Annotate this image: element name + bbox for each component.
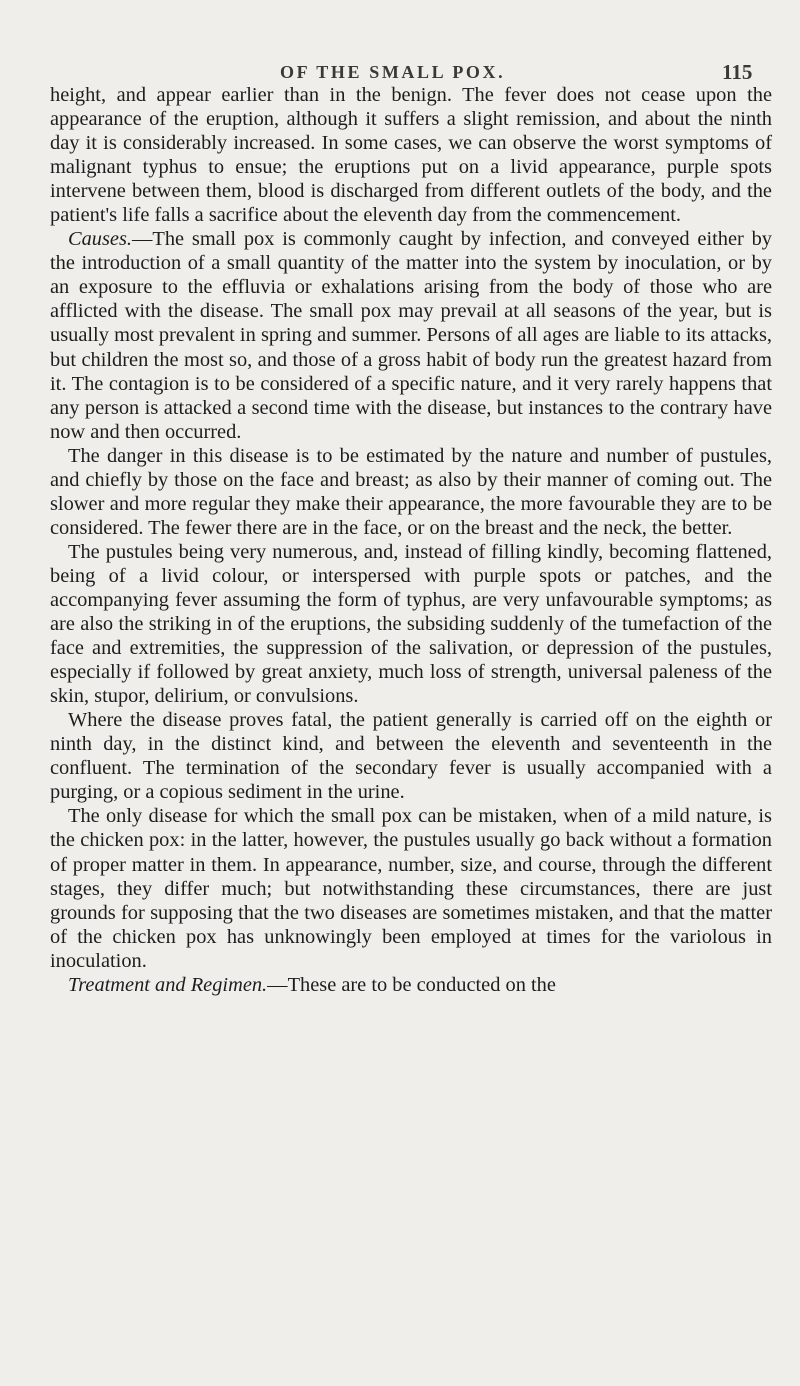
paragraph-danger [50, 444, 772, 540]
paragraph-pustules [50, 540, 772, 708]
paragraph-causes [50, 227, 772, 443]
paragraph-treatment [50, 973, 772, 997]
paragraph-text: The danger in this disease is to be estimated by the nature and number of pustules, and chiefly by those on the face and breast; as also by their manner of coming out. The slower and more regular they make their appearance, the more favourable they are to be considered. The fewer there are in the face, or on the breast and the neck, the better. [50, 444, 772, 539]
paragraph-text: —The small pox is commonly caught by infection, and conveyed either by the introduction of a small quantity of the matter into the system by inoculation, or by an exposure to the effluvia or exhalations arising from the body of those who are afflicted with the disease. The small pox may prevail at all seasons of the year, but is usually most prevalent in spring and summer. Persons of all ages are liable to its attacks, but children the most so, and those of a gross habit of body run the greatest hazard from it. The contagion is to be considered of a specific nature, and it very rarely happens that any person is attacked a second time with the disease, but instances to the contrary have now and then occurred. [50, 228, 772, 443]
paragraph-text: The pustules being very numerous, and, instead of filling kindly, becoming flattened, being of a livid colour, or interspersed with purple spots or patches, and the accompanying fever assuming the form of typhus, are very unfavourable symptoms; as are also the striking in of the eruptions, the subsiding suddenly of the tumefaction of the face and extremities, the suppression of the salivation, or depression of the pustules, especially if followed by great anxiety, much loss of strength, universal paleness of the skin, stupor, delirium, or convulsions. [50, 540, 772, 708]
page-number: 115 [722, 60, 753, 84]
running-title: OF THE SMALL POX. [280, 62, 506, 82]
section-heading-causes: Causes. [68, 228, 133, 251]
paragraph-text: Where the disease proves fatal, the patient generally is carried off on the eighth or ninth day, in the distinct kind, and between the eleventh and seventeenth in the confluent. The termination of the secondary fever is usually accompanied with a purging, or a copious sediment in the urine. [50, 709, 772, 804]
paragraph-text: height, and appear earlier than in the benign. The fever does not cease upon the appearance of the eruption, although it suffers a slight remission, and about the ninth day it is considerably increased. In some cases, we can observe the worst symptoms of malignant typhus to ensue; the eruptions put on a livid appearance, purple spots intervene between them, blood is discharged from different outlets of the body, and the patient's life falls a sacrifice about the eleventh day from the commencement. [50, 84, 772, 227]
section-heading-treatment: Treatment and Regimen. [68, 973, 268, 996]
paragraph-continuation [50, 83, 772, 227]
paragraph-chicken-pox [50, 804, 772, 972]
paragraph-text: The only disease for which the small pox can be mistaken, when of a mild nature, is the chicken pox: in the latter, however, the pustules usually go back without a formation of proper matter in them. In appearance, number, size, and course, through the different stages, they differ much; but notwithstanding these circumstances, there are just grounds for supposing that the two diseases are sometimes mistaken, and that the matter of the chicken pox has unknowingly been employed at times for the variolous in inoculation. [50, 805, 772, 972]
paragraph-text: —These are to be conducted on the [267, 973, 556, 996]
body-text [50, 83, 772, 997]
paragraph-fatal [50, 708, 772, 804]
